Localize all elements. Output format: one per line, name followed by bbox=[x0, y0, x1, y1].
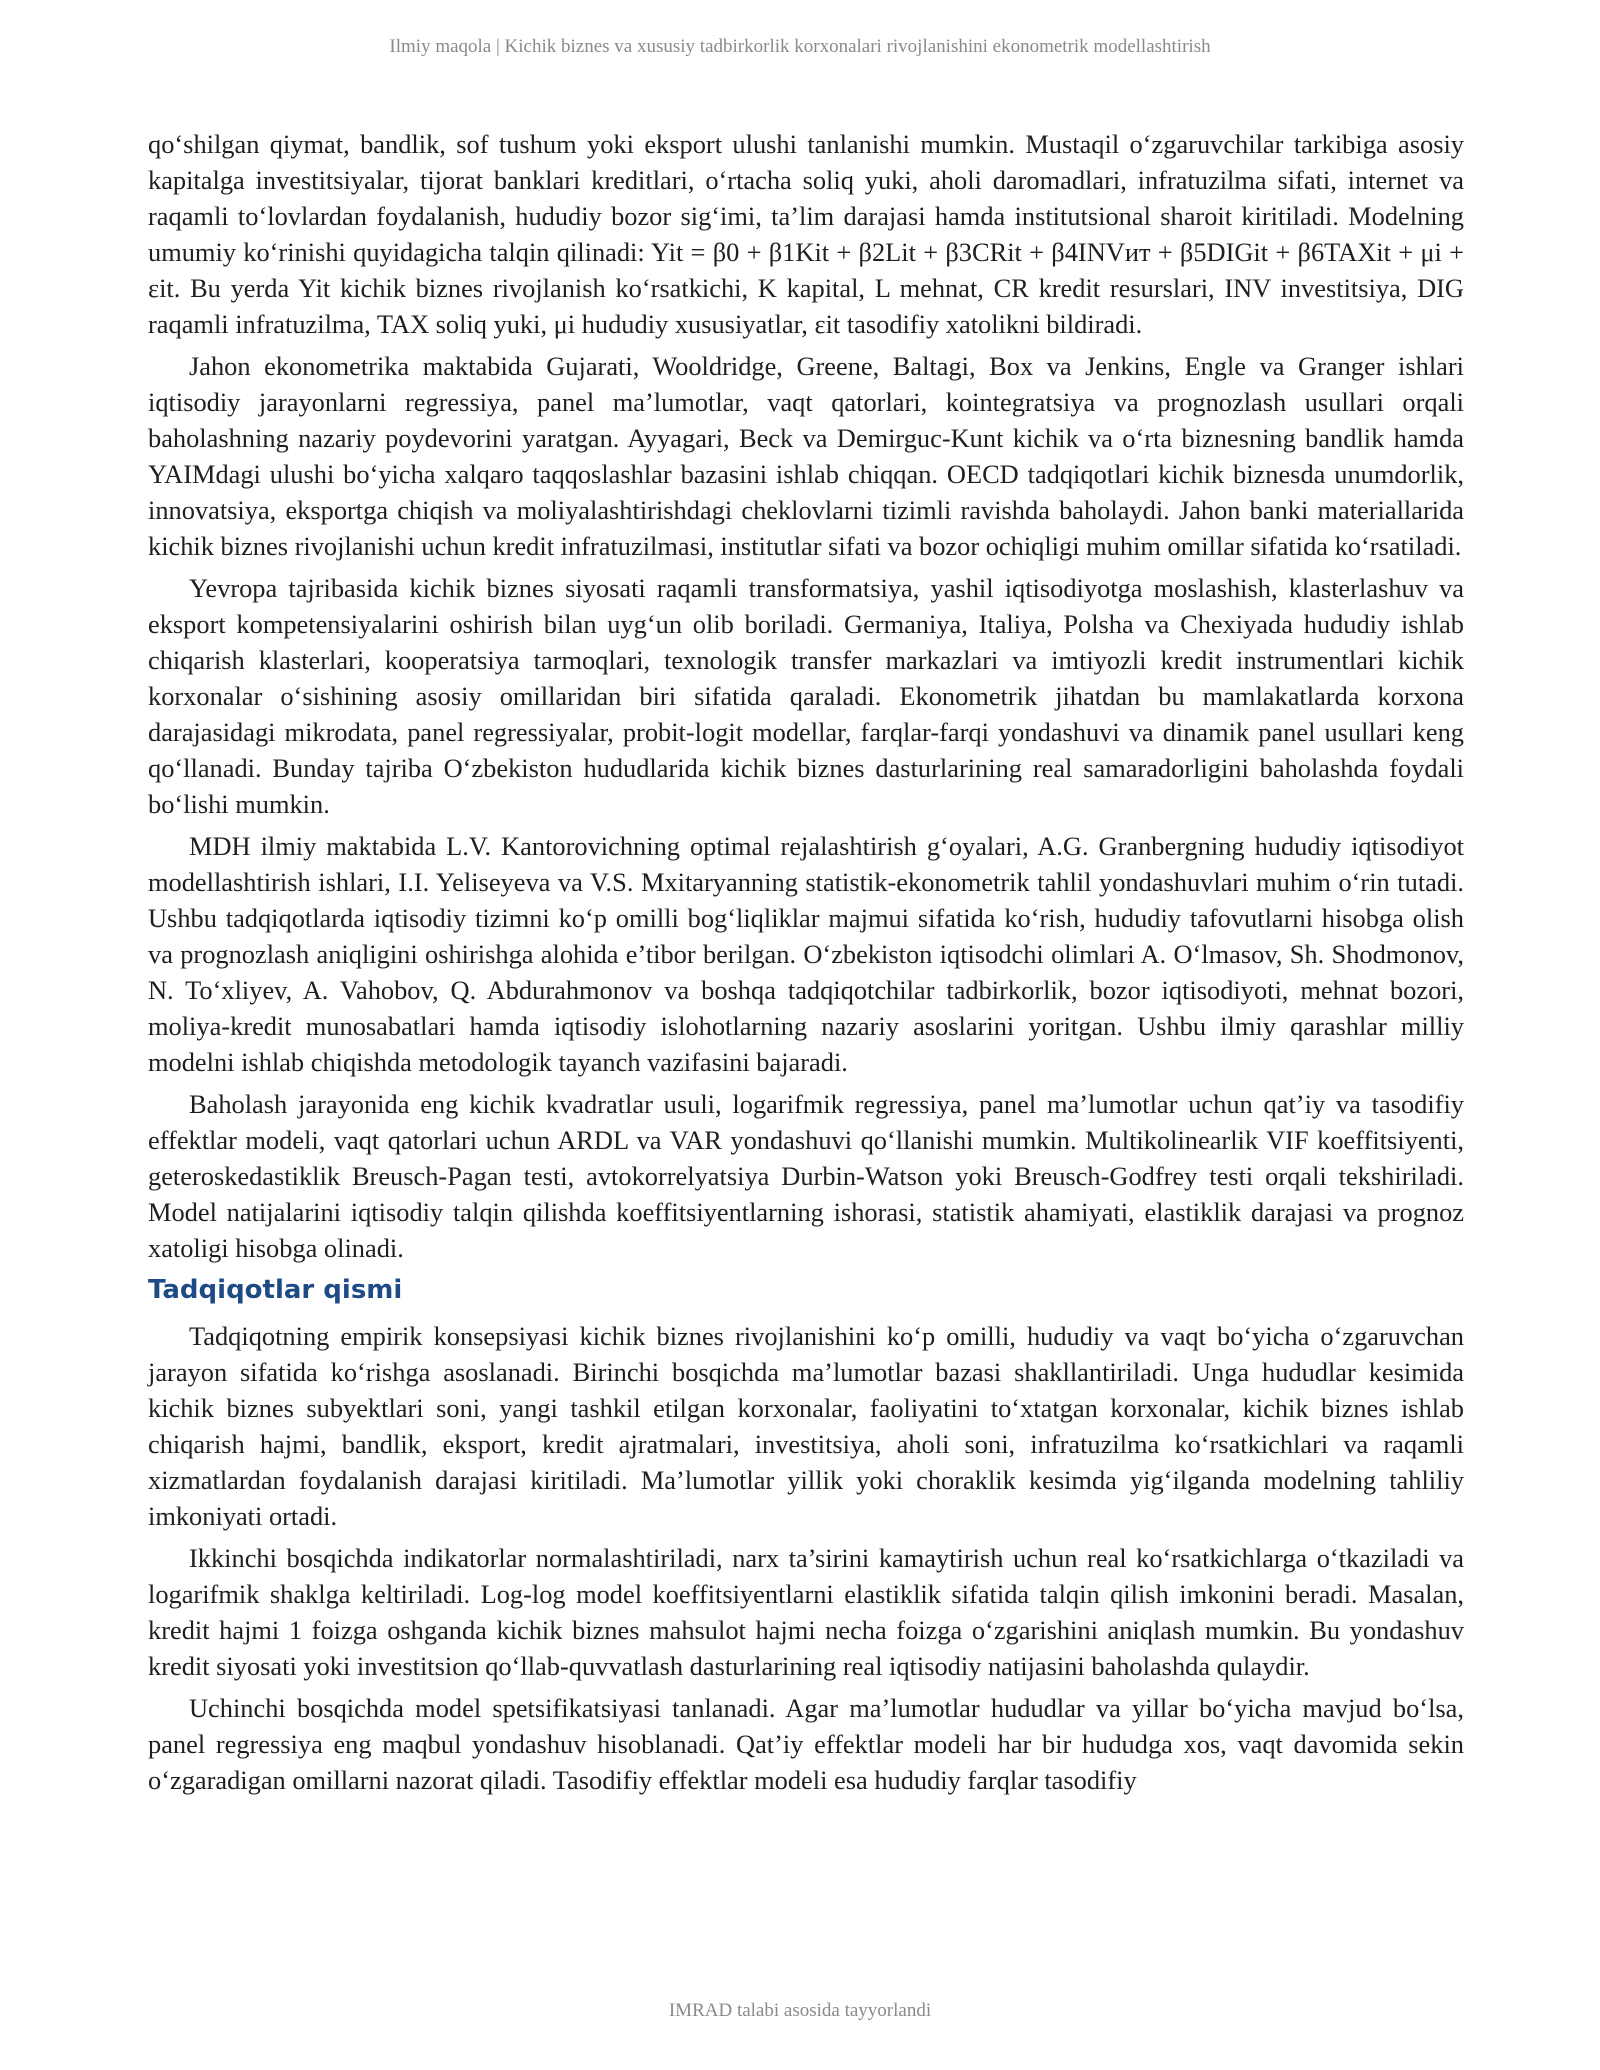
paragraph-second-stage: Ikkinchi bosqichda indikatorlar normalashtiriladi, narx ta’sirini kamaytirish uchun real ko‘rsatkichlarga o‘tkaziladi va logarifmik shaklga keltiriladi. Log-log model koeffitsiyentlarni elastiklik sifatida talqin qilish imkonini beradi. Masalan, kredit hajmi 1 foizga oshganda kichik biznes mahsulot hajmi necha foizga o‘zgarishini aniqlash mumkin. Bu yondashuv kredit siyosati yoki investitsion qo‘llab-quvvatlash dasturlarining real iqtisodiy natijasini baholashda qulaydir. bbox=[148, 1543, 1464, 1681]
article-body bbox=[148, 126, 1464, 1804]
section-heading: Tadqiqotlar qismi bbox=[148, 1275, 403, 1305]
paragraph-third-stage: Uchinchi bosqichda model spetsifikatsiyasi tanlanadi. Agar ma’lumotlar hududlar va yillar bo‘yicha mavjud bo‘lsa, panel regressiya eng maqbul yondashuv hisoblanadi. Qat’iy effektlar modeli har bir hududga xos, vaqt davomida sekin o‘zgaradigan omillarni nazorat qiladi. Tasodifiy effektlar modeli esa hududiy farqlar tasodifiy bbox=[148, 1693, 1464, 1795]
running-footer: IMRAD talabi asosida tayyorlandi bbox=[668, 2000, 932, 2021]
paragraph-estimation-methods: Baholash jarayonida eng kichik kvadratlar usuli, logarifmik regressiya, panel ma’lumotlar uchun qat’iy va tasodifiy effektlar modeli, vaqt qatorlari uchun ARDL va VAR yondashuvi qo‘llanishi mumkin. Multikolinearlik VIF koeffitsiyenti, geteroskedastiklik Breusch-Pagan testi, avtokorrelyatsiya Durbin-Watson yoki Breusch-Godfrey testi orqali tekshiriladi. Model natijalarini iqtisodiy talqin qilishda koeffitsiyentlarning ishorasi, statistik ahamiyati, elastiklik darajasi va prognoz xatoligi hisobga olinadi. bbox=[148, 1089, 1464, 1263]
running-header: Ilmiy maqola | Kichik biznes va xususiy tadbirkorlik korxonalari rivojlanishini ekonometrik modellashtirish bbox=[389, 36, 1211, 57]
paragraph-continued: qo‘shilgan qiymat, bandlik, sof tushum yoki eksport ulushi tanlanishi mumkin. Mustaqil o‘zgaruvchilar tarkibiga asosiy kapitalga investitsiyalar, tijorat banklari kreditlari, o‘rtacha soliq yuki, aholi daromadlari, infratuzilma sifati, internet va raqamli to‘lovlardan foydalanish, hududiy bozor sig‘imi, ta’lim darajasi hamda institutsional sharoit kiritiladi. Modelning umumiy ko‘rinishi quyidagicha talqin qilinadi: Yit = β0 + β1Kit + β2Lit + β3CRit + β4INVит + β5DIGit + β6TAXit + μi + εit. Bu yerda Yit kichik biznes rivojlanish ko‘rsatkichi, K kapital, L mehnat, CR kredit resurslari, INV investitsiya, DIG raqamli infratuzilma, TAX soliq yuki, μi hududiy xususiyatlar, εit tasodifiy xatolikni bildiradi. bbox=[148, 129, 1464, 339]
paragraph-cis-school: MDH ilmiy maktabida L.V. Kantorovichning optimal rejalashtirish g‘oyalari, A.G. Granbergning hududiy iqtisodiyot modellashtirish ishlari, I.I. Yeliseyeva va V.S. Mxitaryanning statistik-ekonometrik tahlil yondashuvlari muhim o‘rin tutadi. Ushbu tadqiqotlarda iqtisodiy tizimni ko‘p omilli bog‘liqliklar majmui sifatida ko‘rish, hududiy tafovutlarni hisobga olish va prognozlash aniqligini oshirishga alohida e’tibor berilgan. O‘zbekiston iqtisodchi olimlari A. O‘lmasov, Sh. Shodmonov, N. To‘xliyev, A. Vahobov, Q. Abdurahmonov va boshqa tadqiqotchilar tadbirkorlik, bozor iqtisodiyoti, mehnat bozori, moliya-kredit munosabatlari hamda iqtisodiy islohotlarning nazariy asoslarini yoritgan. Ushbu ilmiy qarashlar milliy modelni ishlab chiqishda metodologik tayanch vazifasini bajaradi. bbox=[148, 831, 1464, 1077]
paragraph-european-experience: Yevropa tajribasida kichik biznes siyosati raqamli transformatsiya, yashil iqtisodiyotga moslashish, klasterlashuv va eksport kompetensiyalarini oshirish bilan uyg‘un olib boriladi. Germaniya, Italiya, Polsha va Chexiyada hududiy ishlab chiqarish klasterlari, kooperatsiya tarmoqlari, texnologik transfer markazlari va imtiyozli kredit instrumentlari kichik korxonalar o‘sishining asosiy omillaridan biri sifatida qaraladi. Ekonometrik jihatdan bu mamlakatlarda korxona darajasidagi mikrodata, panel regressiyalar, probit-logit modellar, farqlar-farqi yondashuvi va dinamik panel usullari keng qo‘llanadi. Bunday tajriba O‘zbekiston hududlarida kichik biznes dasturlarining real samaradorligini baholashda foydali bo‘lishi mumkin. bbox=[148, 573, 1464, 819]
paragraph-empirical-concept: Tadqiqotning empirik konsepsiyasi kichik biznes rivojlanishini ko‘p omilli, hududiy va vaqt bo‘yicha o‘zgaruvchan jarayon sifatida ko‘rishga asoslanadi. Birinchi bosqichda ma’lumotlar bazasi shakllantiriladi. Unga hududlar kesimida kichik biznes subyektlari soni, yangi tashkil etilgan korxonalar, faoliyatini to‘xtatgan korxonalar, kichik biznes ishlab chiqarish hajmi, bandlik, eksport, kredit ajratmalari, investitsiya, aholi soni, infratuzilma ko‘rsatkichlari va raqamli xizmatlardan foydalanish darajasi kiritiladi. Ma’lumotlar yillik yoki choraklik kesimda yig‘ilganda modelning tahliliy imkoniyati ortadi. bbox=[148, 1321, 1464, 1531]
paragraph-world-school: Jahon ekonometrika maktabida Gujarati, Wooldridge, Greene, Baltagi, Box va Jenkins, Engle va Granger ishlari iqtisodiy jarayonlarni regressiya, panel ma’lumotlar, vaqt qatorlari, kointegratsiya va prognozlash usullari orqali baholashning nazariy poydevorini yaratgan. Ayyagari, Beck va Demirguc-Kunt kichik va o‘rta biznesning bandlik hamda YAIMdagi ulushi bo‘yicha xalqaro taqqoslashlar bazasini ishlab chiqqan. OECD tadqiqotlari kichik biznesda unumdorlik, innovatsiya, eksportga chiqish va moliyalashtirishdagi cheklovlarni tizimli ravishda baholaydi. Jahon banki materiallarida kichik biznes rivojlanishi uchun kredit infratuzilmasi, institutlar sifati va bozor ochiqligi muhim omillar sifatida ko‘rsatiladi. bbox=[148, 351, 1464, 561]
